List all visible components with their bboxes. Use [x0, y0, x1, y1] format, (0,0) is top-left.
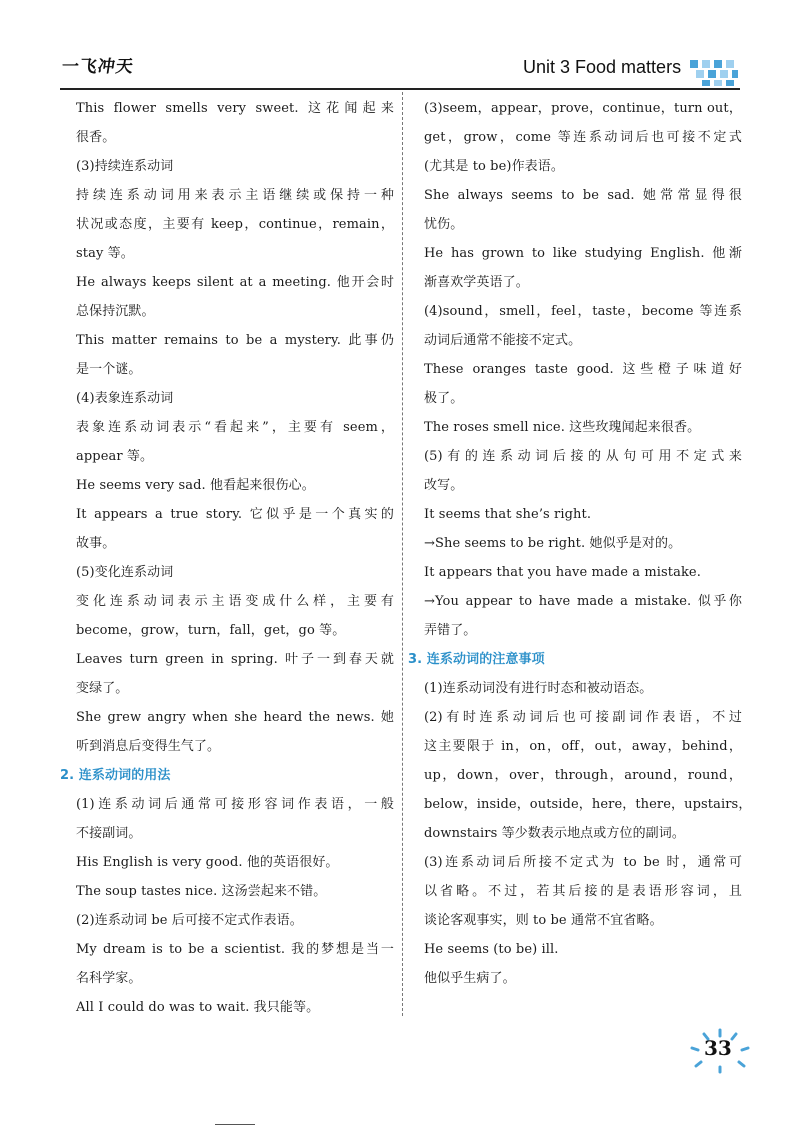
text-line: →She seems to be right. 她似乎是对的。 [424, 536, 682, 551]
subheading: (5)变化连系动词 [76, 565, 174, 580]
text-line: 名科学家。 [76, 971, 142, 986]
text-line: get，grow，come 等连系动词后也可接不定式 [424, 130, 742, 145]
text-line: (尤其是 to be)作表语。 [424, 159, 564, 174]
page-number-badge [684, 1026, 756, 1076]
text-line: (1)连系动词没有进行时态和被动语态。 [424, 681, 653, 696]
text-line: 极了。 [424, 391, 464, 406]
text-line: His English is very good. 他的英语很好。 [76, 855, 339, 870]
text-line: (1)连系动词后通常可接形容词作表语，一般 [76, 797, 394, 812]
section-heading: 3. 连系动词的注意事项 [408, 652, 545, 667]
text-line: 总保持沉默。 [76, 304, 155, 319]
text-line: appear 等。 [76, 449, 154, 464]
text-line: He always keeps silent at a meeting. 他开会时 [76, 275, 394, 290]
text-line: 状况或态度，主要有 keep，continue，remain， [76, 217, 394, 232]
text-line: The soup tastes nice. 这汤尝起来不错。 [76, 884, 327, 899]
text-line: 表象连系动词表示“看起来”，主要有 seem， [76, 420, 394, 435]
checker-decoration-icon [688, 58, 740, 88]
text-line: 不接副词。 [76, 826, 142, 841]
text-line: 动词后通常不能接不定式。 [424, 333, 582, 348]
text-line: This matter remains to be a mystery. 此事仍 [76, 333, 394, 348]
header-rule [60, 88, 740, 90]
right-column [408, 94, 752, 993]
text-line: →You appear to have made a mistake. 似乎你 [424, 594, 742, 609]
text-line: (5)有的连系动词后接的从句可用不定式来 [424, 449, 742, 464]
text-line: 是一个谜。 [76, 362, 142, 377]
text-line: She always seems to be sad. 她常常显得很 [424, 188, 742, 203]
text-line: It appears that you have made a mistake. [424, 565, 701, 580]
left-column [60, 94, 394, 1022]
text-line: 他似乎生病了。 [424, 971, 516, 986]
column-divider [402, 92, 403, 1016]
text-line: 这主要限于 in，on，off，out，away，behind， [424, 739, 742, 754]
text-line: up，down，over，through，around，round， [424, 768, 742, 783]
text-line: She grew angry when she heard the news. 她 [76, 710, 394, 725]
bottom-mark [215, 1124, 255, 1125]
text-line: It appears a true story. 它似乎是一个真实的 [76, 507, 394, 522]
text-line: (2)有时连系动词后也可接副词作表语，不过 [424, 710, 742, 725]
text-line: This flower smells very sweet. 这花闻起来 [76, 101, 394, 116]
page-number: 33 [704, 1036, 732, 1060]
text-line: All I could do was to wait. 我只能等。 [76, 1000, 320, 1015]
text-line: 改写。 [424, 478, 464, 493]
text-line: (2)连系动词 be 后可接不定式作表语。 [76, 913, 303, 928]
text-line: become，grow，turn，fall，get，go 等。 [76, 623, 346, 638]
brand-logo: 一飞冲天 [60, 57, 136, 77]
text-line: He seems very sad. 他看起来很伤心。 [76, 478, 315, 493]
text-line: It seems that she’s right. [424, 507, 592, 522]
text-line: The roses smell nice. 这些玫瑰闻起来很香。 [424, 420, 701, 435]
text-line: 以省略。不过，若其后接的是表语形容词，且 [424, 884, 742, 899]
text-line: 谈论客观事实，则 to be 通常不宜省略。 [424, 913, 663, 928]
text-line: These oranges taste good. 这些橙子味道好 [424, 362, 742, 377]
text-line: 渐喜欢学英语了。 [424, 275, 529, 290]
section-heading: 2. 连系动词的用法 [60, 768, 171, 783]
text-line: downstairs 等少数表示地点或方位的副词。 [424, 826, 685, 841]
text-line: 故事。 [76, 536, 116, 551]
text-line: Leaves turn green in spring. 叶子一到春天就 [76, 652, 394, 667]
text-line: He seems (to be) ill. [424, 942, 559, 957]
text-line: He has grown to like studying English. 他渐 [424, 246, 742, 261]
text-line: below，inside，outside，here，there，upstairs， [424, 797, 752, 812]
subheading: (4)表象连系动词 [76, 391, 174, 406]
text-line: 很香。 [76, 130, 116, 145]
text-line: 变绿了。 [76, 681, 129, 696]
text-line: 弄错了。 [424, 623, 477, 638]
text-line: 变化连系动词表示主语变成什么样，主要有 [76, 594, 394, 609]
text-line: 持续连系动词用来表示主语继续或保持一种 [76, 188, 394, 203]
unit-title: Unit 3 Food matters [523, 57, 682, 77]
text-line: (3)seem，appear，prove，continue，turn out， [424, 101, 742, 116]
text-line: (4)sound，smell，feel，taste，become 等连系 [424, 304, 742, 319]
text-line: 听到消息后变得生气了。 [76, 739, 221, 754]
text-line: stay 等。 [76, 246, 134, 261]
text-line: (3)连系动词后所接不定式为 to be 时，通常可 [424, 855, 742, 870]
text-line: My dream is to be a scientist. 我的梦想是当一 [76, 942, 394, 957]
subheading: (3)持续连系动词 [76, 159, 174, 174]
text-line: 忧伤。 [424, 217, 464, 232]
